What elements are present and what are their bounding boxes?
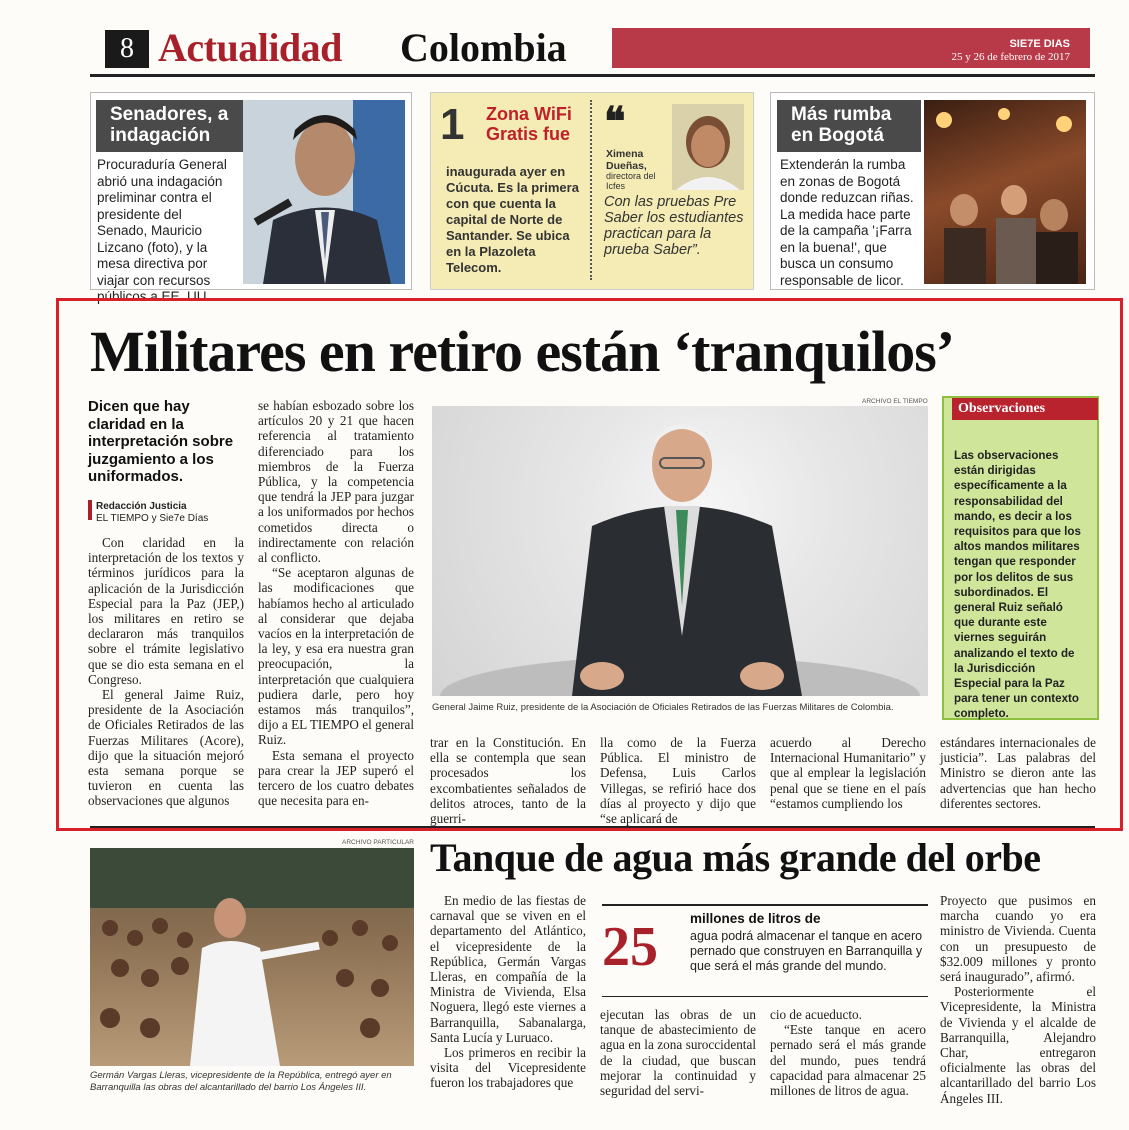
- article-dek: Dicen que hay claridad en la interpretación sobre juzgamiento a los uniformados.: [88, 398, 234, 485]
- brief-title-line: Senadores, a: [110, 104, 229, 125]
- brief-title-senators: [96, 100, 252, 152]
- second-column-1: [430, 893, 586, 1091]
- main-headline: Militares en retiro están ‘tranquilos’: [90, 319, 955, 384]
- woman-figure-icon: [672, 104, 744, 190]
- highlight-text: agua podrá almacenar el tanque en acero pernado que construyen en Barranquilla y que será el más grande del mundo.: [690, 929, 923, 974]
- section-separator: [90, 826, 1095, 828]
- photo-credit: ARCHIVO EL TIEMPO: [862, 398, 928, 405]
- paragraph: acuerdo al Derecho Internacional Humanitario” y que al emplear la legislación penal que se tiene en el país “estamos cumpliendo los: [770, 735, 926, 811]
- article-column-3: [430, 735, 586, 826]
- quote-person-role: directora del Icfes: [606, 171, 656, 191]
- paragraph: En medio de las fiestas de carnaval que se viven en el departamento del Atlántico, el vicepresidente de la República, Germán Vargas Lleras, en compañía de la Ministra de Vivienda, Elsa Noguera, llegó este viernes a Barranquilla, Sabanalarga, Santa Lucía y Luruaco.: [430, 893, 586, 1045]
- paragraph: Los primeros en recibir la visita del Vicepresidente fueron los trabajadores que: [430, 1045, 586, 1091]
- quote-person-name: Ximena Dueñas,: [606, 148, 647, 172]
- paragraph: se habían esbozado sobre los artículos 20 y 21 que hacen referencia al tratamiento diferenciado para los miembros de la Fuerza Pública, y la competencia que tendrá la JEP para juzgar a los uniformados por hechos cometidos directa o indirectamente con relación al conflicto.: [258, 398, 414, 566]
- paragraph: estándares internacionales de justicia”. Las palabras del Ministro se dieron ante las advertencias que han hecho diferentes sectores.: [940, 735, 1096, 811]
- publication-date: 25 y 26 de febrero de 2017: [951, 51, 1070, 63]
- observations-title: Observaciones: [952, 398, 1098, 420]
- observations-text: Las observaciones están dirigidas específicamente a la responsabilidad del mando, es decir a los requisitos para que los altos mandos militares tengan que responder por los delitos de sus subordinados. El general Ruiz señaló que durante este viernes seguirán analizando el texto de la Jurisdicción Especial para la Paz para tener un contexto completo.: [954, 449, 1081, 721]
- seated-man-icon: [432, 406, 928, 696]
- highlight-bold-text: millones de litros de: [690, 911, 821, 926]
- section-title-black: Colombia: [400, 25, 567, 70]
- paragraph: “Se aceptaron algunas de las modificaciones que habíamos hecho al articulado al considerar que dejaba vacíos en la interpretación de la ley, y esa era nuestra gran preocupación, la interpretación que cualquiera pudiera darle, pero hoy estamos más tranquilos”, dijo a EL TIEMPO el general Ruiz.: [258, 565, 414, 748]
- publication-name: SIE7E DIAS: [1009, 38, 1070, 50]
- second-column-2: [600, 1007, 756, 1098]
- byline-marker: [88, 500, 92, 520]
- brief-title-rumba: [777, 100, 921, 152]
- divider: [590, 100, 592, 280]
- person-photo: [672, 104, 744, 190]
- second-headline: Tanque de agua más grande del orbe: [430, 835, 1041, 880]
- general-ruiz-photo: [432, 406, 928, 696]
- wifi-title: [486, 104, 586, 144]
- senator-figure-icon: [243, 100, 405, 284]
- highlight-rule: [602, 904, 928, 906]
- brief-number: 1: [440, 100, 465, 149]
- senator-photo: [243, 100, 405, 284]
- paragraph: cio de acueducto.: [770, 1007, 862, 1022]
- quote-text: Con las pruebas Pre Saber los estudiantes practican para la prueba Saber”.: [604, 194, 744, 258]
- paragraph: El general Jaime Ruiz, presidente de la Asociación de Oficiales Retirados de las Fuerzas Militares (Acore), dijo que la situación mejoró esta semana porque se tuvieron en cuenta las observaciones que algunos: [88, 687, 244, 809]
- byline-publication: EL TIEMPO y Sie7e Días: [96, 513, 209, 524]
- wifi-title-line: Gratis fue: [486, 124, 571, 144]
- paragraph: Proyecto que pusimos en marcha cuando yo era ministro de Vivienda. Cuenta con un presupuesto de $32.009 millones y pronto será inaugurado”, afirmó.: [940, 893, 1096, 985]
- article-column-1: [88, 535, 244, 809]
- paragraph: “Este tanque en acero pernado será el más grande del mundo, pues tendrá capacidad para almacenar 25 millones de litros de agua.: [770, 1022, 926, 1099]
- paragraph: lla como de la Fuerza Pública. El ministro de Defensa, Luis Carlos Villegas, se refirió hace dos días al proyecto y dijo que “se aplicará de: [600, 735, 756, 827]
- section-title-red: Actualidad: [158, 25, 342, 70]
- highlight-rule-bottom: [602, 996, 928, 997]
- nightlife-photo: [924, 100, 1086, 284]
- second-photo-caption: Germán Vargas Lleras, vicepresidente de la República, entregó ayer en Barranquilla las obras del alcantarillado del barrio Los Ángeles III.: [90, 1070, 392, 1093]
- wifi-title-line: Zona WiFi: [486, 104, 572, 124]
- crowd-figures-icon: [90, 848, 414, 1066]
- article-column-6: [940, 735, 1096, 811]
- vice-president-photo: [90, 848, 414, 1066]
- brief-title-line: en Bogotá: [791, 125, 884, 146]
- article-column-4: [600, 735, 756, 826]
- quote-icon: ❝: [604, 99, 626, 144]
- paragraph: Con claridad en la interpretación de los textos y términos jurídicos para la aplicación de la Jurisdicción Especial para la Paz (JEP,) los militares en retiro se declararon más tranquilos sobre el trámite legislativo que se dio esta semana en el Congreso.: [88, 535, 244, 687]
- article-column-5: [770, 735, 926, 811]
- page-number: 8: [105, 30, 149, 68]
- paragraph: Esta semana el proyecto para crear la JEP superó el tercero de los cuatro debates que necesita para en-: [258, 747, 414, 809]
- paragraph: ejecutan las obras de un tanque de abastecimiento de agua en la zona suroccidental de la ciudad, que buscan mejorar la continuidad y seguridad del servi-: [600, 1007, 756, 1099]
- byline-name: Redacción Justicia: [96, 501, 187, 512]
- paragraph: Posteriormente el Vicepresidente, la Ministra de Vivienda y el alcalde de Barranquilla, Alejandro Char, entregaron oficialmente las obras del alcantarillado del barrio Los Ángeles III.: [940, 984, 1096, 1106]
- brief-text-senators: Procuraduría General abrió una indagación preliminar contra el presidente del Senado, Mauricio Lizcano (foto), y la mesa directiva por viajar con recursos públicos a EE. UU.: [97, 157, 227, 304]
- second-column-4: [940, 893, 1096, 1106]
- photo-caption: General Jaime Ruiz, presidente de la Asociación de Oficiales Retirados de las Fuerzas Militares de Colombia.: [432, 702, 894, 713]
- article-column-2: [258, 398, 414, 808]
- big-number: 25: [602, 916, 658, 978]
- brief-title-line: indagación: [110, 125, 211, 146]
- wifi-text: inaugurada ayer en Cúcuta. Es la primera con que cuenta la capital de Norte de Santander. Se ubica en la Plazoleta Telecom.: [446, 164, 579, 275]
- photo-credit: ARCHIVO PARTICULAR: [342, 839, 414, 846]
- brief-text-rumba: Extenderán la rumba en zonas de Bogotá donde reduzcan riñas. La medida hace parte de la campaña '¡Farra en la buena!', que busca un consumo responsable de licor.: [780, 157, 914, 288]
- second-column-3: [770, 1007, 926, 1098]
- brief-title-line: Más rumba: [791, 104, 892, 125]
- paragraph: trar en la Constitución. En ella se contempla que sean procesados los excombatientes señalados de delitos atroces, tanto de la guerri-: [430, 735, 586, 827]
- crowd-figures-icon: [924, 100, 1086, 284]
